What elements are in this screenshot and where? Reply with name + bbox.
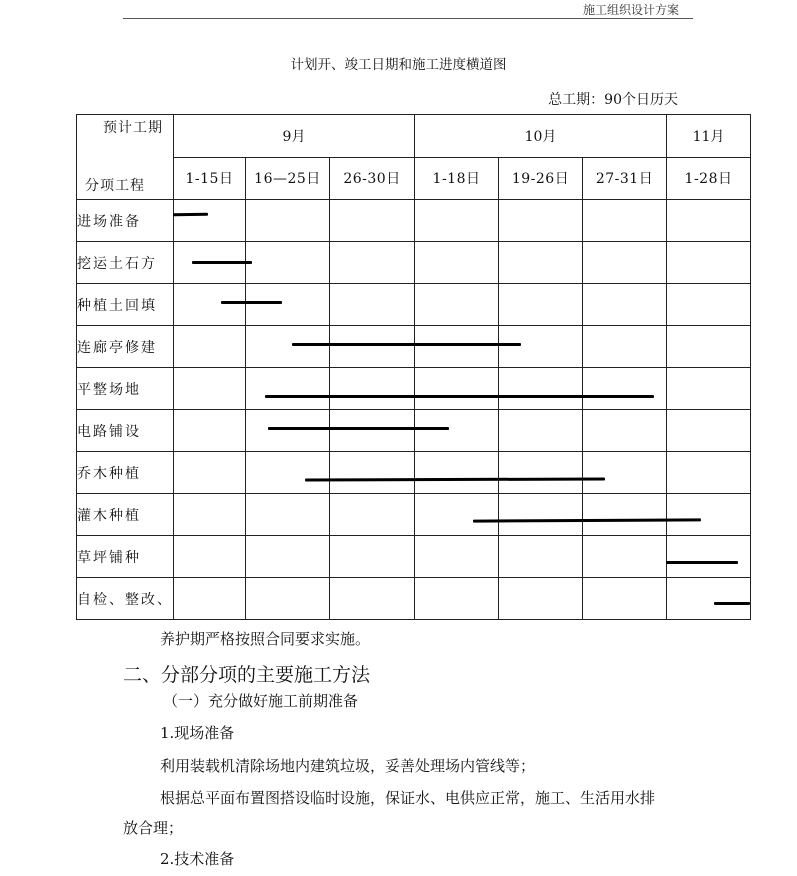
period-cell: 1-18日 <box>415 157 499 200</box>
task-label: 种植土回填 <box>77 284 174 326</box>
period-header-row <box>77 157 751 200</box>
page-header-text: 施工组织设计方案 <box>582 3 679 17</box>
month-header-row <box>77 115 751 158</box>
chart-title: 计划开、竣工日期和施工进度横道图 <box>290 57 507 73</box>
task-label: 挖运土石方 <box>77 242 174 284</box>
task-row <box>77 326 751 368</box>
total-duration: 总工期：90个日历天 <box>548 92 678 108</box>
task-row <box>77 536 751 578</box>
period-cell: 19-26日 <box>499 157 583 200</box>
month-oct: 10月 <box>415 115 667 158</box>
item1-paragraph-1: 利用装载机清除场地内建筑垃圾，妥善处理场内管线等； <box>160 757 536 775</box>
task-label: 进场准备 <box>77 200 174 242</box>
task-row <box>77 452 751 494</box>
task-label: 电路铺设 <box>77 410 174 452</box>
task-label: 乔木种植 <box>77 452 174 494</box>
subsection-title: （一）充分做好施工前期准备 <box>163 692 359 710</box>
task-row <box>77 284 751 326</box>
period-cell: 26-30日 <box>330 157 415 200</box>
corner-cell <box>77 115 174 200</box>
item1-title: 1.现场准备 <box>160 724 235 742</box>
gantt-table <box>76 114 751 620</box>
task-row <box>77 410 751 452</box>
section-title: 二、分部分项的主要施工方法 <box>123 664 371 686</box>
task-label: 草坪铺种 <box>77 536 174 578</box>
period-cell: 1-28日 <box>667 157 751 200</box>
task-label: 连廊亭修建 <box>77 326 174 368</box>
task-label: 平整场地 <box>77 368 174 410</box>
period-cell: 16—25日 <box>246 157 330 200</box>
month-nov: 11月 <box>667 115 751 158</box>
task-row <box>77 578 751 620</box>
page-header-rule <box>123 18 693 19</box>
month-sep: 9月 <box>174 115 415 158</box>
period-cell: 27-31日 <box>583 157 667 200</box>
item2-title: 2.技术准备 <box>160 850 235 868</box>
corner-top-label: 预计工期 <box>103 120 163 136</box>
task-row <box>77 200 751 242</box>
corner-bottom-label: 分项工程 <box>85 178 145 194</box>
task-row <box>77 242 751 284</box>
task-row <box>77 494 751 536</box>
task-row <box>77 368 751 410</box>
period-cell: 1-15日 <box>174 157 246 200</box>
task-label: 灌木种植 <box>77 494 174 536</box>
item1-paragraph-2-cont: 放合理； <box>123 819 184 837</box>
item1-paragraph-2: 根据总平面布置图搭设临时设施，保证水、电供应正常，施工、生活用水排 <box>160 789 656 807</box>
after-table-text: 养护期严格按照合同要求实施。 <box>160 630 371 648</box>
task-label: 自检、整改、 <box>77 578 174 620</box>
